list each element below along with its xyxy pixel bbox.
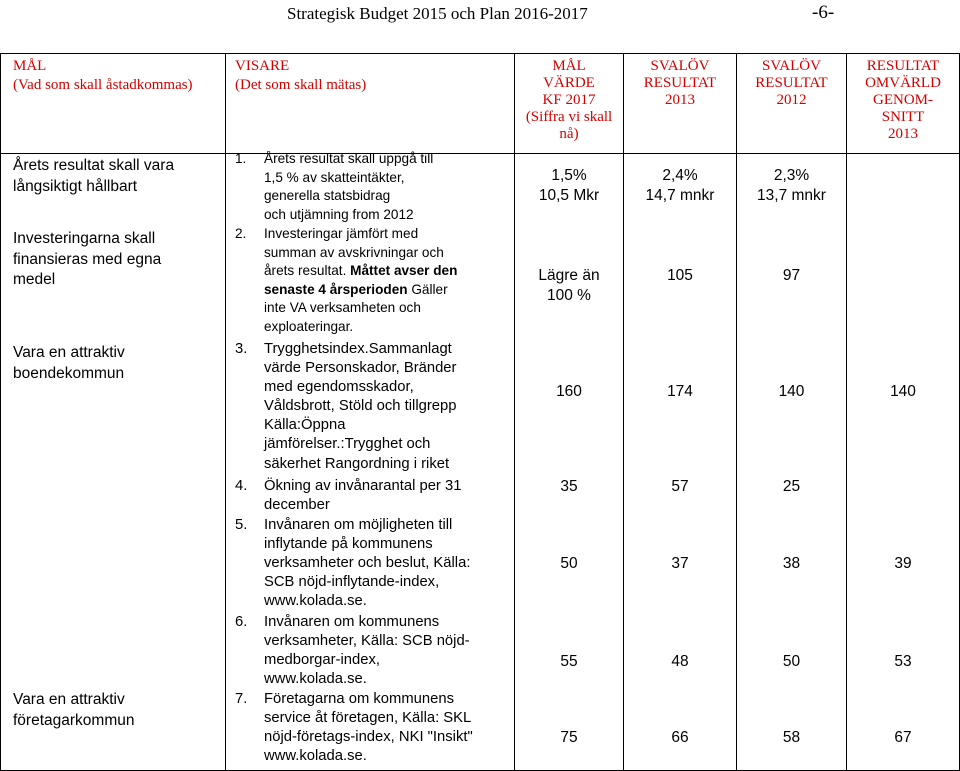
svalov-2013-value: 37 xyxy=(671,555,689,572)
indicator-emphasis: Måttet avser den xyxy=(350,263,458,279)
goal-item xyxy=(13,156,213,197)
indicator-number: 3. xyxy=(235,341,248,357)
header-line: SVALÖV xyxy=(650,58,710,74)
svalov-2012-value xyxy=(737,166,846,206)
indicator-text-run: Gäller xyxy=(407,281,448,297)
indicator-line: Årets resultat skall uppgå till xyxy=(264,151,434,166)
goal-line: Årets resultat skall vara xyxy=(13,157,175,174)
indicator-number: 5. xyxy=(235,517,248,533)
indicator-line: säkerhet Rangordning i riket xyxy=(264,455,450,472)
target-value: 75 xyxy=(560,729,578,746)
indicator-line: inflytande på kommunens xyxy=(264,536,433,553)
indicator-line: december xyxy=(264,497,330,514)
value-line: 13,7 mnkr xyxy=(757,187,826,204)
header-line: VÄRDE xyxy=(543,75,595,91)
header-line: MÅL xyxy=(552,58,586,74)
average-2013-value: 140 xyxy=(890,383,916,400)
table-top-border xyxy=(0,53,960,54)
header-line: 2013 xyxy=(888,126,918,142)
indicator-line: inte VA verksamheten och xyxy=(264,300,421,316)
indicator-number: 2. xyxy=(235,226,247,241)
target-value xyxy=(515,266,623,306)
header-line: KF 2017 xyxy=(542,92,596,108)
document-title: Strategisk Budget 2015 och Plan 2016-2017 xyxy=(287,4,588,23)
indicator-line: verksamheter, Källa: SCB nöjd- xyxy=(264,633,470,650)
indicator-line: verksamheter och beslut, Källa: xyxy=(264,555,471,572)
column-header-average-2013 xyxy=(847,58,959,143)
indicator-text xyxy=(264,150,512,224)
goal-line: Vara en attraktiv xyxy=(13,691,125,708)
indicator-line: Företagarna om kommunens xyxy=(264,691,454,707)
goal-line: finansieras med egna xyxy=(13,250,162,268)
indicator-line: Invånaren om kommunens xyxy=(264,614,440,630)
header-line: GENOM- xyxy=(873,92,933,108)
indicator-line: och utjämning from 2012 xyxy=(264,206,414,222)
target-value: 160 xyxy=(556,383,582,400)
indicator-line: Invånaren om möjligheten till xyxy=(264,517,453,533)
header-line: RESULTAT xyxy=(866,58,940,74)
value-line: Lägre än xyxy=(538,267,600,284)
indicator-emphasis: senaste 4 årsperioden xyxy=(264,281,408,297)
svalov-2012-value: 50 xyxy=(782,653,801,670)
svalov-2013-value xyxy=(624,166,736,206)
indicator-text xyxy=(264,516,512,611)
column-header-goal xyxy=(13,58,218,94)
svalov-2013-value: 105 xyxy=(667,267,693,284)
indicator-line: värde Personskador, Bränder xyxy=(264,360,457,377)
goal-line: Vara en attraktiv xyxy=(13,344,125,361)
average-2013-value: 53 xyxy=(894,653,912,670)
indicator-line: www.kolada.se. xyxy=(264,671,367,688)
value-line: 10,5 Mkr xyxy=(538,187,600,204)
table-left-border xyxy=(0,53,1,771)
indicator-number: 1. xyxy=(235,151,247,166)
indicator-line xyxy=(264,281,512,300)
indicator-line: SCB nöjd-inflytande-index, xyxy=(264,574,440,591)
svalov-2012-value: 58 xyxy=(782,729,801,746)
indicator-line: Trygghetsindex.Sammanlagt xyxy=(264,341,452,357)
target-value: 35 xyxy=(560,478,578,495)
column-header-indicator xyxy=(235,58,505,94)
indicator-line: medborgar-index, xyxy=(264,652,380,669)
indicator-number: 6. xyxy=(235,614,248,630)
header-line: VISARE xyxy=(235,58,290,74)
svalov-2012-value: 140 xyxy=(778,383,805,400)
column-header-svalov-2012 xyxy=(737,58,846,109)
value-line: 100 % xyxy=(547,287,591,304)
indicator-text xyxy=(264,225,512,337)
goal-line: långsiktigt hållbart xyxy=(13,177,138,195)
goal-line: företagarkommun xyxy=(13,711,135,729)
average-2013-value: 39 xyxy=(894,555,912,572)
header-line: RESULTAT xyxy=(755,75,828,91)
goal-line: Investeringarna skall xyxy=(13,230,156,247)
svalov-2013-value: 66 xyxy=(671,729,689,746)
indicator-line: Källa:Öppna xyxy=(264,417,346,434)
indicator-line: nöjd-företags-index, NKI "Insikt" xyxy=(264,729,473,746)
header-line: 2012 xyxy=(776,92,807,108)
indicator-text xyxy=(264,613,512,689)
indicator-line: www.kolada.se. xyxy=(264,748,367,765)
target-value: 55 xyxy=(560,653,578,670)
value-line: 2,3% xyxy=(773,167,810,184)
header-line: (Det som skall mätas) xyxy=(235,77,367,93)
goal-line: medel xyxy=(13,271,56,288)
indicator-text xyxy=(264,340,512,474)
svalov-2012-value: 38 xyxy=(782,555,801,572)
indicator-line: med egendomsskador, xyxy=(264,379,414,396)
header-line: nå) xyxy=(559,126,579,142)
header-line: MÅL xyxy=(13,58,47,74)
indicator-number: 7. xyxy=(235,691,248,707)
svalov-2013-value: 48 xyxy=(671,653,689,670)
header-line: 2013 xyxy=(665,92,695,108)
indicator-line: Ökning av invånarantal per 31 xyxy=(264,478,462,494)
value-line: 14,7 mnkr xyxy=(645,187,715,204)
target-value: 50 xyxy=(560,555,578,572)
header-line: (Siffra vi skall xyxy=(525,109,613,125)
indicator-line: 1,5 % av skatteintäkter, xyxy=(264,169,405,185)
indicator-line: Investeringar jämfört med xyxy=(264,226,419,241)
indicator-line xyxy=(264,262,512,281)
goal-item xyxy=(13,690,213,731)
target-value xyxy=(515,166,623,206)
value-line: 1,5% xyxy=(551,167,587,184)
svalov-2012-value: 25 xyxy=(782,478,801,495)
indicator-line: summan av avskrivningar och xyxy=(264,244,444,260)
indicator-line: Våldsbrott, Stöld och tillgrepp xyxy=(264,398,457,415)
header-line: OMVÄRLD xyxy=(865,75,941,91)
indicator-line: generella statsbidrag xyxy=(264,188,391,204)
header-line: SNITT xyxy=(881,109,925,125)
column-divider xyxy=(225,53,226,771)
indicator-text-run: årets resultat. xyxy=(264,263,351,279)
svalov-2013-value: 57 xyxy=(671,478,689,495)
indicator-text xyxy=(264,477,512,515)
header-line: SVALÖV xyxy=(762,58,821,74)
indicator-text xyxy=(264,690,512,766)
indicator-line: www.kolada.se. xyxy=(264,593,367,610)
goal-item xyxy=(13,229,213,291)
header-line: (Vad som skall åstadkommas) xyxy=(13,77,193,93)
value-line: 2,4% xyxy=(662,167,698,184)
header-line: RESULTAT xyxy=(643,75,717,91)
column-header-svalov-2013 xyxy=(624,58,736,109)
indicator-line: jämförelser.:Trygghet och xyxy=(264,436,431,453)
page-number: -6- xyxy=(812,2,835,23)
indicator-line: exploateringar. xyxy=(264,318,354,334)
average-2013-value: 67 xyxy=(894,729,912,746)
page-header xyxy=(0,0,960,28)
goal-item xyxy=(13,343,213,384)
column-header-target xyxy=(515,58,623,143)
svalov-2012-value: 97 xyxy=(782,267,801,284)
indicator-line: service åt företagen, Källa: SKL xyxy=(264,710,472,727)
svalov-2013-value: 174 xyxy=(667,383,693,400)
goal-line: boendekommun xyxy=(13,364,125,382)
indicator-number: 4. xyxy=(235,478,248,494)
